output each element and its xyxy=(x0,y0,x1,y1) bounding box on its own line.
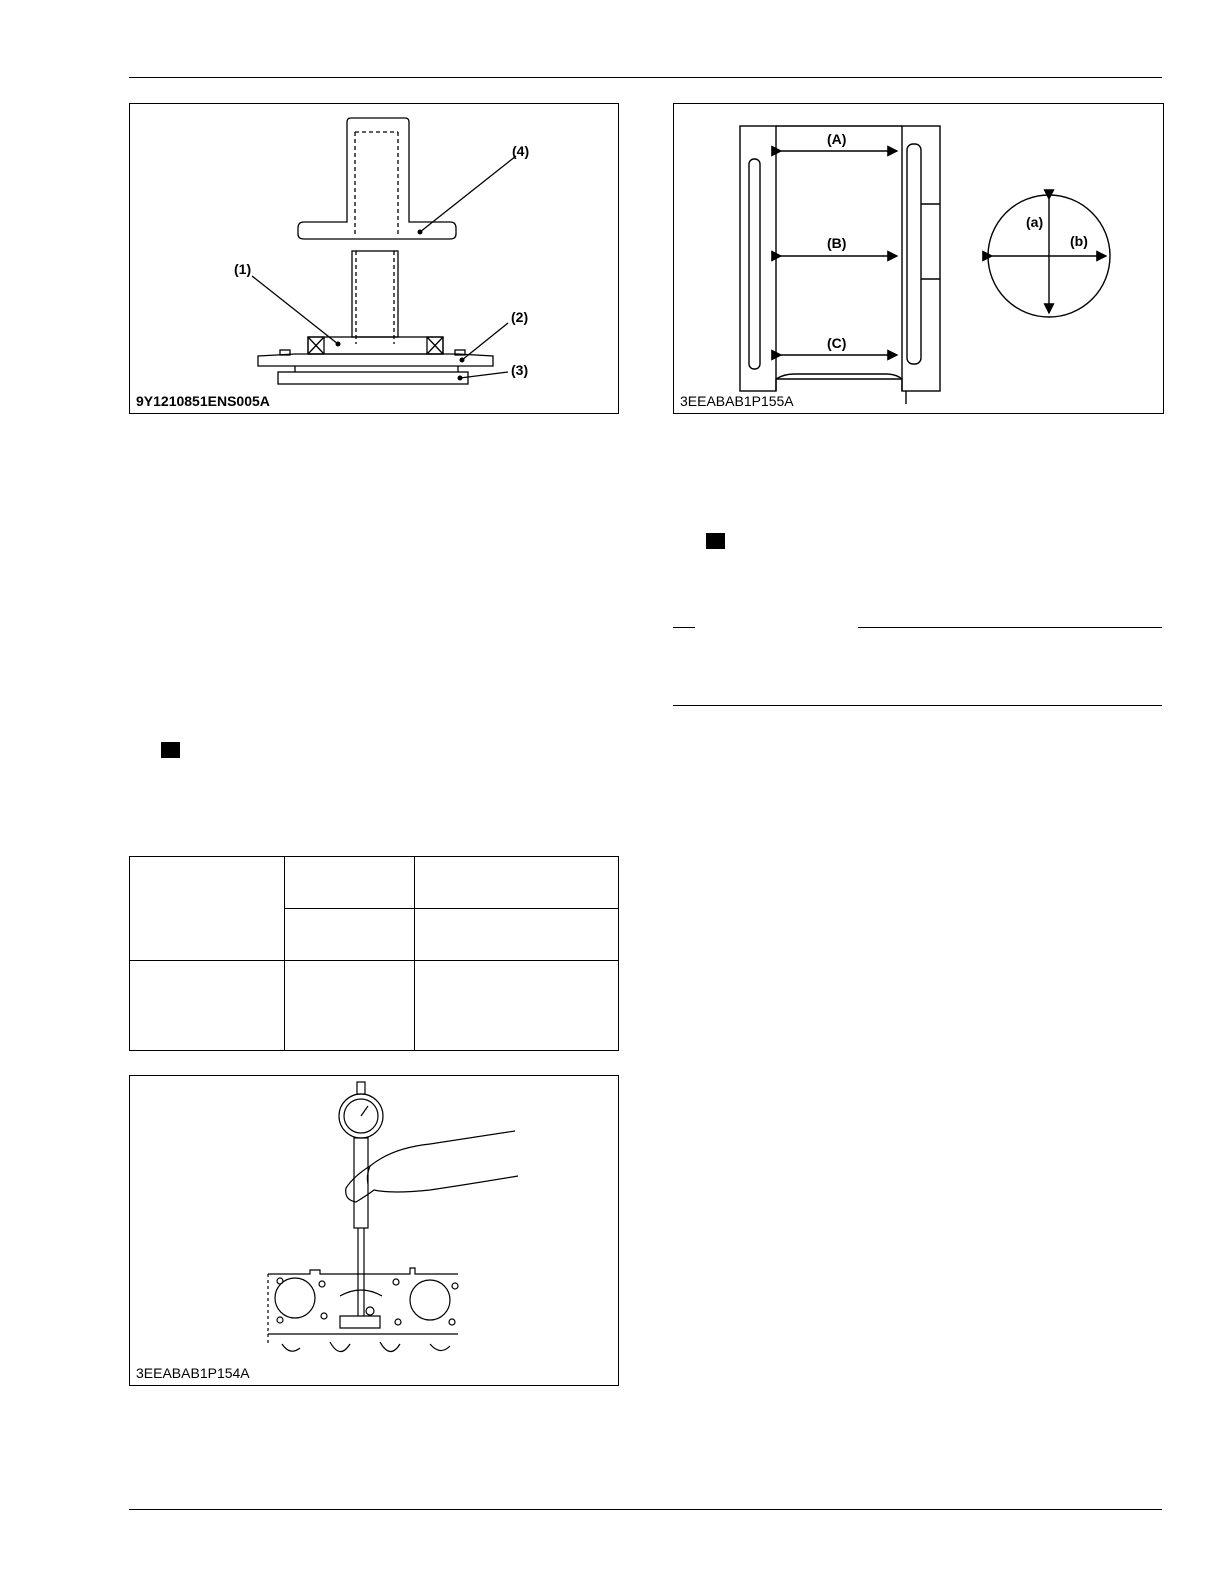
footer-rule xyxy=(129,1509,1162,1510)
spec-table xyxy=(129,856,619,1051)
figure-code: 3EEABAB1P154A xyxy=(136,1365,250,1381)
callout-B: (B) xyxy=(827,235,847,251)
callout-4: (4) xyxy=(512,143,530,159)
callout-3: (3) xyxy=(511,362,529,378)
header-rule xyxy=(129,77,1162,78)
table-cell xyxy=(130,961,285,1051)
table-cell xyxy=(285,909,415,961)
figure-cylinder-gauge xyxy=(129,1075,619,1386)
press-tool-drawing xyxy=(130,104,620,415)
cylinder-gauge-drawing xyxy=(130,1076,620,1387)
table-cell xyxy=(285,857,415,909)
table-cell xyxy=(415,909,619,961)
callout-a: (a) xyxy=(1026,214,1044,230)
callout-1: (1) xyxy=(234,261,252,277)
table-cell xyxy=(285,961,415,1051)
note-rule-bottom xyxy=(673,705,1162,706)
table-cell xyxy=(415,857,619,909)
bore-measurement-drawing xyxy=(674,104,1165,415)
callout-2: (2) xyxy=(511,309,529,325)
table-cell xyxy=(130,857,285,961)
section-marker xyxy=(706,533,725,549)
figure-bore-measurement xyxy=(673,103,1164,414)
callout-C: (C) xyxy=(827,335,847,351)
figure-code: 3EEABAB1P155A xyxy=(680,393,794,409)
note-rule-right xyxy=(858,627,1162,628)
note-rule-left xyxy=(673,627,695,628)
table-row xyxy=(130,857,619,909)
callout-A: (A) xyxy=(827,131,847,147)
table-cell xyxy=(415,961,619,1051)
callout-b: (b) xyxy=(1070,233,1088,249)
table-row xyxy=(130,961,619,1051)
section-marker xyxy=(161,742,180,758)
figure-press-tool xyxy=(129,103,619,414)
figure-code: 9Y1210851ENS005A xyxy=(136,393,270,409)
